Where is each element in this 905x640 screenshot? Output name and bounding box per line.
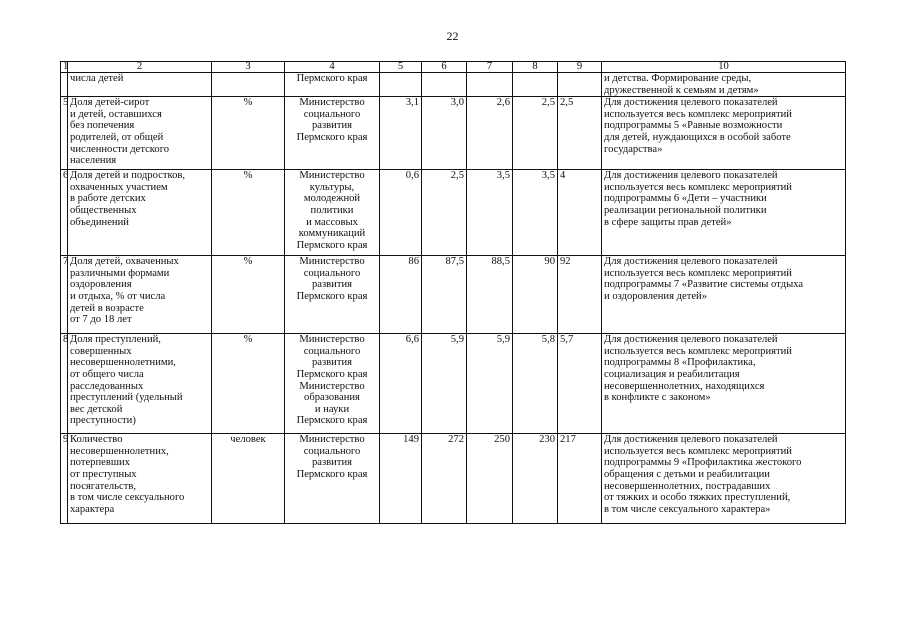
unit-cell: % (212, 170, 285, 256)
table-row (61, 170, 846, 256)
row-number-cell: 6 (61, 170, 68, 256)
note-cell: Для достижения целевого показателей используется весь комплекс мероприятий подпрограммы 9 «Профилактика жестокого обращения с детьми и реабилитации несовершеннолетних, пострадавших от тяжких и особо тяжких преступлений, в том числе сексуального характера» (602, 434, 846, 524)
value-cell: 5,8 (513, 334, 558, 434)
table-row (61, 334, 846, 434)
value-cell: 250 (467, 434, 513, 524)
indicator-cell: Доля детей, охваченных различными формами оздоровления и отдыха, % от числа детей в возрасте от 7 до 18 лет (68, 256, 212, 334)
responsible-cell: Министерство социального развития Пермского края Министерство образования и науки Пермского края (285, 334, 380, 434)
column-header: 4 (285, 62, 380, 73)
row-number-cell: 5 (61, 97, 68, 170)
value-cell: 2,5 (422, 170, 467, 256)
value-cell (558, 73, 602, 97)
note-cell: Для достижения целевого показателей используется весь комплекс мероприятий подпрограммы 7 «Развитие системы отдыха и оздоровления детей» (602, 256, 846, 334)
responsible-cell: Министерство социального развития Пермского края (285, 97, 380, 170)
row-number-cell (61, 73, 68, 97)
indicator-cell: числа детей (68, 73, 212, 97)
indicator-cell: Доля детей и подростков, охваченных участием в работе детских общественных объединений (68, 170, 212, 256)
value-cell: 0,6 (380, 170, 422, 256)
unit-cell: % (212, 256, 285, 334)
value-cell: 3,0 (422, 97, 467, 170)
value-cell: 3,1 (380, 97, 422, 170)
row-number-cell: 8 (61, 334, 68, 434)
value-cell: 230 (513, 434, 558, 524)
value-cell: 2,5 (513, 97, 558, 170)
value-cell: 149 (380, 434, 422, 524)
value-cell: 5,9 (467, 334, 513, 434)
value-cell (380, 73, 422, 97)
table-row (61, 434, 846, 524)
column-header: 9 (558, 62, 602, 73)
table-row (61, 73, 846, 97)
row-number-cell: 7 (61, 256, 68, 334)
value-cell: 2,5 (558, 97, 602, 170)
note-cell: Для достижения целевого показателей используется весь комплекс мероприятий подпрограммы 6 «Дети – участники реализации региональной политики в сфере защиты прав детей» (602, 170, 846, 256)
column-header: 2 (68, 62, 212, 73)
column-header: 8 (513, 62, 558, 73)
responsible-cell: Министерство социального развития Пермского края (285, 256, 380, 334)
unit-cell: % (212, 334, 285, 434)
column-header: 3 (212, 62, 285, 73)
value-cell: 272 (422, 434, 467, 524)
unit-cell (212, 73, 285, 97)
value-cell: 88,5 (467, 256, 513, 334)
responsible-cell: Министерство культуры, молодежной политики и массовых коммуникаций Пермского края (285, 170, 380, 256)
responsible-cell: Пермского края (285, 73, 380, 97)
value-cell: 90 (513, 256, 558, 334)
responsible-cell: Министерство социального развития Пермского края (285, 434, 380, 524)
value-cell: 3,5 (513, 170, 558, 256)
column-header: 5 (380, 62, 422, 73)
page-number: 22 (446, 29, 459, 43)
table-row (61, 256, 846, 334)
note-cell: Для достижения целевого показателей используется весь комплекс мероприятий подпрограммы 5 «Равные возможности для детей, нуждающихся в особой заботе государства» (602, 97, 846, 170)
table-row (61, 97, 846, 170)
value-cell: 87,5 (422, 256, 467, 334)
value-cell: 6,6 (380, 334, 422, 434)
indicator-cell: Количество несовершеннолетних, потерпевших от преступных посягательств, в том числе сексуального характера (68, 434, 212, 524)
value-cell: 86 (380, 256, 422, 334)
column-header: 10 (602, 62, 846, 73)
value-cell: 2,6 (467, 97, 513, 170)
value-cell: 5,9 (422, 334, 467, 434)
header-row (61, 62, 846, 73)
indicator-cell: Доля детей-сирот и детей, оставшихся без попечения родителей, от общей численности детского населения (68, 97, 212, 170)
row-number-cell: 9 (61, 434, 68, 524)
unit-cell: % (212, 97, 285, 170)
column-header: 6 (422, 62, 467, 73)
note-cell: Для достижения целевого показателей используется весь комплекс мероприятий подпрограммы 8 «Профилактика, социализация и реабилитация несовершеннолетних, находящихся в конфликте с законом» (602, 334, 846, 434)
value-cell (467, 73, 513, 97)
value-cell: 92 (558, 256, 602, 334)
value-cell: 3,5 (467, 170, 513, 256)
value-cell: 5,7 (558, 334, 602, 434)
indicators-table (60, 61, 846, 524)
indicator-cell: Доля преступлений, совершенных несовершеннолетними, от общего числа расследованных преступлений (удельный вес детской преступности) (68, 334, 212, 434)
value-cell (422, 73, 467, 97)
note-cell: и детства. Формирование среды, дружественной к семьям и детям» (602, 73, 846, 97)
column-header: 1 (61, 62, 68, 73)
value-cell: 217 (558, 434, 602, 524)
unit-cell: человек (212, 434, 285, 524)
value-cell (513, 73, 558, 97)
value-cell: 4 (558, 170, 602, 256)
column-header: 7 (467, 62, 513, 73)
